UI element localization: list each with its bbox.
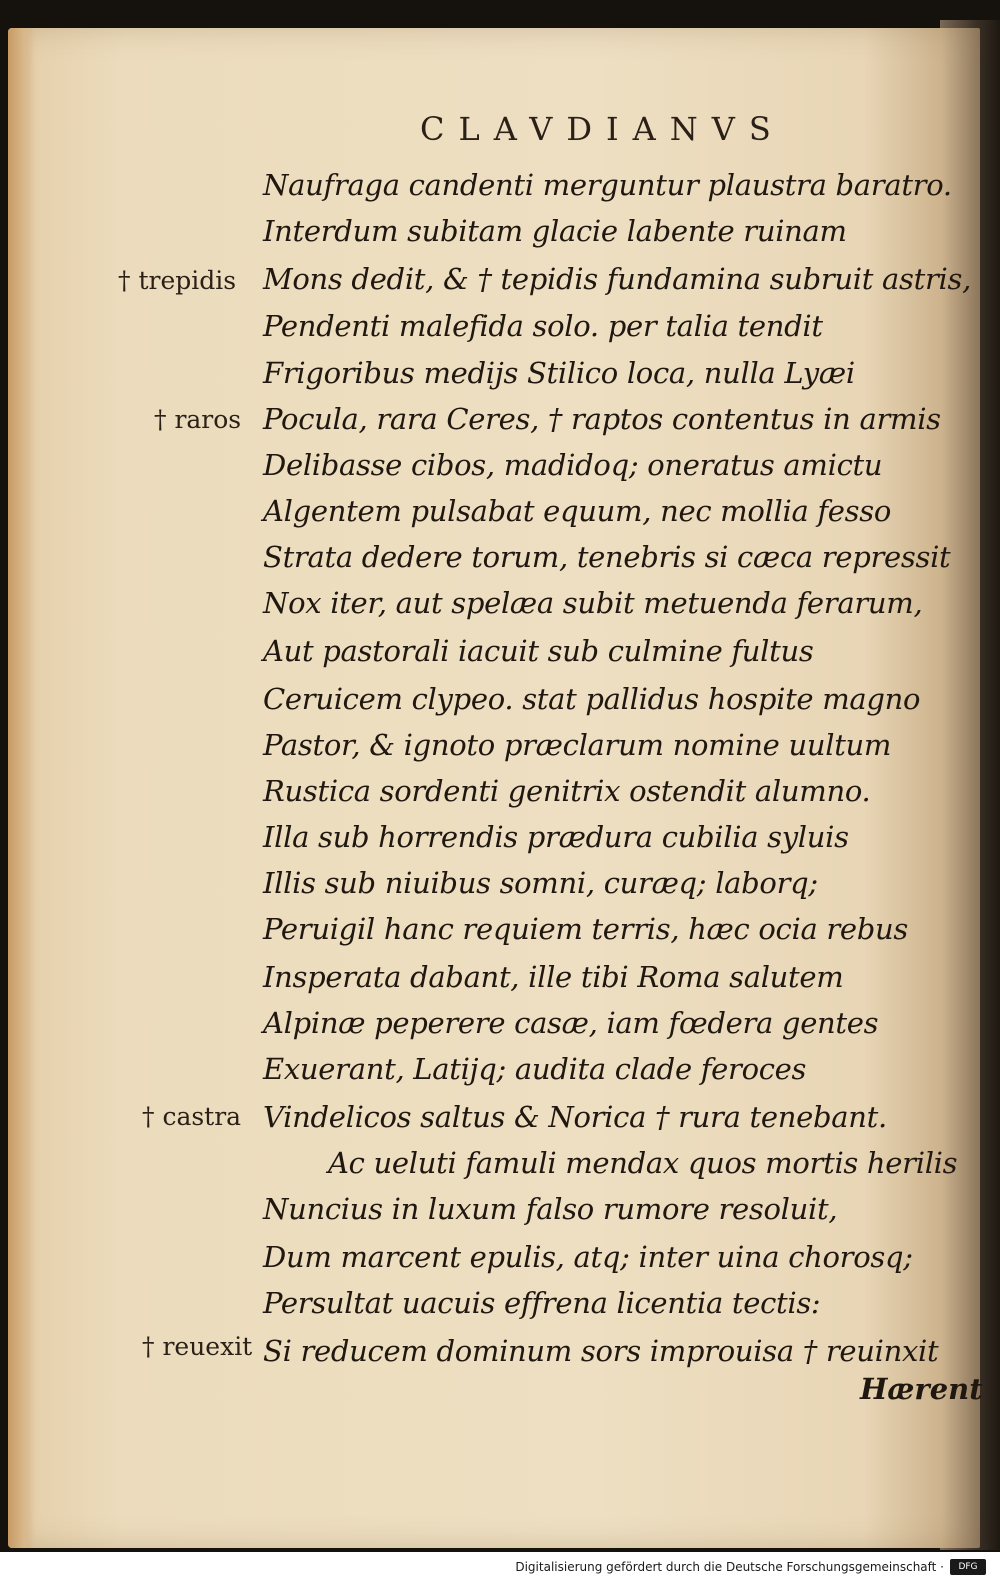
dfg-logo: DFG (950, 1559, 986, 1575)
verse-line: Exuerant, Latijq; audita clade feroces (263, 1052, 807, 1086)
verse-line: Frigoribus medijs Stilico loca, nulla Lyæi (263, 356, 855, 390)
verse-line: Nox iter, aut spelæa subit metuenda ferarum, (263, 586, 923, 620)
verse-line: Algentem pulsabat equum, nec mollia fesso (263, 494, 891, 528)
verse-line: Persultat uacuis effrena licentia tectis: (263, 1286, 821, 1320)
running-header: CLAVDIANVS (420, 110, 785, 148)
verse-line: Pendenti malefida solo. per talia tendit (263, 309, 823, 343)
verse-line: Insperata dabant, ille tibi Roma salutem (263, 960, 844, 994)
verse-line: Illa sub horrendis prædura cubilia syluis (263, 820, 849, 854)
verse-line: Mons dedit, & † tepidis fundamina subruit astris, (263, 262, 972, 296)
verse-line: Si reducem dominum sors improuisa † reuinxit (263, 1334, 939, 1368)
verse-line: Rustica sordenti genitrix ostendit alumno. (263, 774, 871, 808)
page-gutter (8, 28, 34, 1548)
marginal-note: † reuexit (142, 1332, 253, 1361)
marginal-note: † castra (142, 1102, 242, 1131)
verse-line: Naufraga candenti merguntur plaustra baratro. (263, 168, 952, 202)
verse-line: Strata dedere torum, tenebris si cæca repressit (263, 540, 951, 574)
verse-line: Ceruicem clypeo. stat pallidus hospite magno (263, 682, 921, 716)
verse-line: Pastor, & ignoto præclarum nomine uultum (263, 728, 892, 762)
funding-credit: Digitalisierung gefördert durch die Deutsche Forschungsgemeinschaft · (515, 1560, 944, 1574)
verse-line: Vindelicos saltus & Norica † rura tenebant. (263, 1100, 887, 1134)
verse-line: Dum marcent epulis, atq; inter uina chorosq; (263, 1240, 913, 1274)
catchword: Hærent (860, 1372, 983, 1406)
marginal-note: † trepidis (118, 266, 237, 295)
verse-line: Peruigil hanc requiem terris, hæc ocia rebus (263, 912, 909, 946)
verse-line: Alpinæ peperere casæ, iam fœdera gentes (263, 1006, 879, 1040)
verse-line: Aut pastorali iacuit sub culmine fultus (263, 634, 814, 668)
verse-line: Illis sub niuibus somni, curæq; laborq; (263, 866, 818, 900)
verse-line-indented: Ac ueluti famuli mendax quos mortis herilis (328, 1146, 958, 1180)
verse-line: Pocula, rara Ceres, † raptos contentus in armis (263, 402, 941, 436)
verse-line: Interdum subitam glacie labente ruinam (263, 214, 847, 248)
verse-line: Nuncius in luxum falso rumore resoluit, (263, 1192, 838, 1226)
verse-line: Delibasse cibos, madidoq; oneratus amictu (263, 448, 883, 482)
marginal-note: † raros (154, 405, 242, 434)
